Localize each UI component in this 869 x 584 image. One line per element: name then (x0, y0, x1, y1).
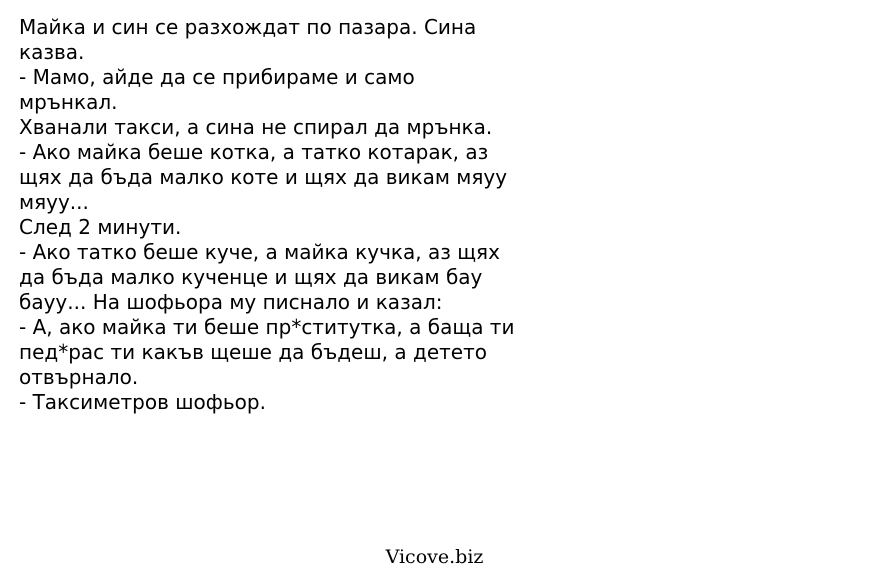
joke-line: - Ако татко беше куче, а майка кучка, аз щях (19, 240, 500, 264)
joke-line: - Ако майка беше котка, а татко котарак, аз (19, 140, 489, 164)
joke-line: да бъда малко кученце и щях да викам бау (19, 265, 483, 289)
site-watermark: Vicove.biz (385, 546, 484, 568)
joke-line: - А, ако майка ти беше пр*ститутка, а баща ти (19, 315, 515, 339)
joke-line: мрънкал. (19, 90, 118, 114)
joke-line: - Мамо, айде да се прибираме и само (19, 65, 415, 89)
joke-line: отвърнало. (19, 365, 139, 389)
joke-line: Майка и син се разхождат по пазара. Сина (19, 15, 477, 39)
joke-line: След 2 минути. (19, 215, 182, 239)
joke-line: - Таксиметров шофьор. (19, 390, 266, 414)
joke-text (19, 15, 579, 415)
joke-line: бауу... На шофьора му писнало и казал: (19, 290, 443, 314)
joke-line: казва. (19, 40, 85, 64)
joke-line: мяуу... (19, 190, 89, 214)
joke-line: Хванали такси, а сина не спирал да мрънка. (19, 115, 493, 139)
joke-line: щях да бъда малко коте и щях да викам мяуу (19, 165, 508, 189)
joke-line: пед*рас ти какъв щеше да бъдеш, а детето (19, 340, 487, 364)
